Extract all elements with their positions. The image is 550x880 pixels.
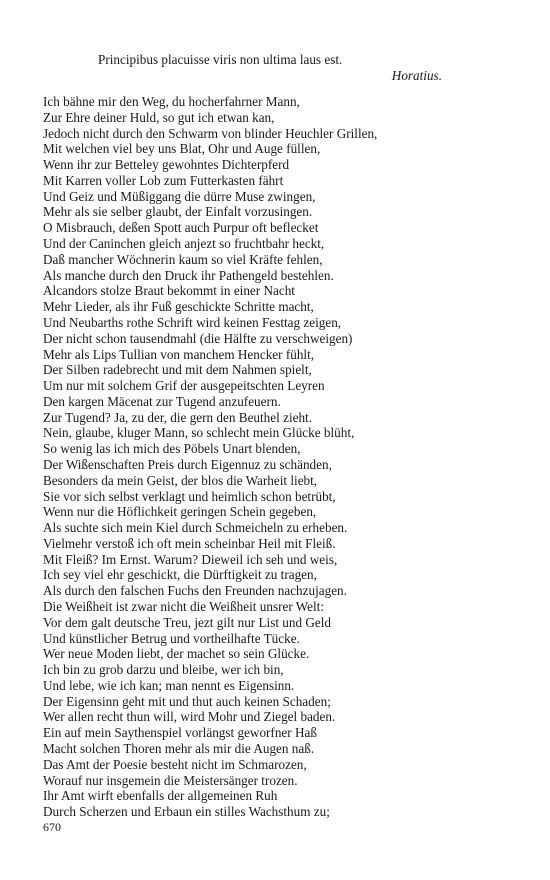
poem-line: Alcandors stolze Braut bekommt in einer Nacht	[43, 283, 295, 299]
poem-line: Mit welchen viel bey uns Blat, Ohr und Auge füllen,	[43, 141, 321, 157]
poem-line: Besonders da mein Geist, der blos die Warheit liebt,	[43, 472, 318, 488]
epigraph-author: Horatius.	[391, 68, 442, 83]
poem-line: Nein, glaube, kluger Mann, so schlecht mein Glücke blüht,	[43, 425, 355, 441]
poem-line: Als durch den falschen Fuchs den Freunden nachzujagen.	[43, 583, 347, 599]
poem-line: Zur Tugend? Ja, zu der, die gern den Beuthel zieht.	[43, 409, 313, 425]
poem-line: Ich bin zu grob darzu und bleibe, wer ich bin,	[43, 662, 284, 678]
poem-line: Der Wißenschaften Preis durch Eigennuz zu schänden,	[43, 456, 332, 472]
poem-line: Wer neue Moden liebt, der machet so sein Glücke.	[43, 646, 310, 662]
poem-line: Macht solchen Thoren mehr als mir die Augen naß.	[43, 741, 315, 757]
poem-line: Mit Karren voller Lob zum Futterkasten fährt	[43, 172, 284, 188]
poem-line: Ein auf mein Saythenspiel vorlängst geworfner Haß	[43, 725, 317, 741]
poem-line: Der Silben radebrecht und mit dem Nahmen spielt,	[43, 362, 312, 378]
poem-line: Daß mancher Wöchnerin kaum so viel Kräfte fehlen,	[43, 251, 323, 267]
poem-line: Worauf nur insgemein die Meistersänger trozen.	[43, 772, 298, 788]
poem-line: Die Weißheit ist zwar nicht die Weißheit unsrer Welt:	[43, 599, 325, 614]
poem-line: Den kargen Mäcenat zur Tugend anzufeuern.	[43, 393, 281, 409]
poem-line: Als manche durch den Druck ihr Pathengeld bestehlen.	[43, 267, 334, 283]
poem-line: Durch Scherzen und Erbaun ein stilles Wachsthum zu;	[43, 804, 330, 820]
poem-line: So wenig las ich mich des Pöbels Unart blenden,	[43, 441, 301, 457]
poem-line: Mehr als Lips Tullian von manchem Hencker fühlt,	[43, 346, 315, 362]
poem-line: Der nicht schon tausendmahl (die Hälfte zu verschweigen)	[43, 330, 353, 346]
epigraph-quote: Principibus placuisse viris non ultima laus est.	[98, 52, 343, 67]
poem-line: Ich sey viel ehr geschickt, die Dürftigkeit zu tragen,	[43, 567, 317, 583]
poem-line: Mit Fleiß? Im Ernst. Warum? Dieweil ich seh und weis,	[43, 551, 338, 567]
poem-line: Wenn nur die Höflichkeit geringen Schein gegeben,	[43, 504, 317, 520]
poem-line: Ihr Amt wirft ebenfalls der allgemeinen Ruh	[43, 788, 278, 804]
page-number: 670	[43, 820, 61, 834]
poem-line: Als suchte sich mein Kiel durch Schmeicheln zu erheben.	[43, 520, 348, 536]
poem-line: Wenn ihr zur Betteley gewohntes Dichterpferd	[43, 157, 290, 173]
poem-line: Und Geiz und Müßiggang die dürre Muse zwingen,	[43, 188, 316, 204]
poem-line: Und Neubarths rothe Schrift wird keinen Festtag zeigen,	[43, 314, 342, 330]
poem-line: Das Amt der Poesie besteht nicht im Schmarozen,	[43, 756, 307, 772]
poem-line: Mehr als sie selber glaubt, der Einfalt vorzusingen.	[43, 204, 313, 220]
poem-line: Um nur mit solchem Grif der ausgepeitschten Leyren	[43, 378, 325, 394]
poem-body	[43, 94, 513, 820]
poem-line: Der Eigensinn geht mit und thut auch keinen Schaden;	[43, 693, 331, 709]
poem-line: Zur Ehre deiner Huld, so gut ich etwan kan,	[43, 109, 275, 125]
poem-line: Ich bähne mir den Weg, du hocherfahrner Mann,	[43, 94, 300, 109]
poem-line: Mehr Lieder, als ihr Fuß geschickte Schritte macht,	[43, 299, 314, 315]
poem-line: Sie vor sich selbst verklagt und heimlich schon betrübt,	[43, 488, 336, 504]
poem-line: Wer allen recht thun will, wird Mohr und Ziegel baden.	[43, 709, 336, 725]
poem-line: Vielmehr verstoß ich oft mein scheinbar Heil mit Fleiß.	[43, 535, 336, 551]
poem-line: Jedoch nicht durch den Schwarm von blinder Heuchler Grillen,	[43, 125, 378, 141]
poem-line: Und der Caninchen gleich anjezt so fruchtbahr heckt,	[43, 236, 325, 252]
poem-line: O Misbrauch, deßen Spott auch Purpur oft beflecket	[43, 220, 319, 236]
poem-line: Vor dem galt deutsche Treu, jezt gilt nur List und Geld	[43, 614, 332, 630]
poem-line: Und künstlicher Betrug und vortheilhafte Tücke.	[43, 630, 300, 646]
poem-line: Und lebe, wie ich kan; man nennt es Eigensinn.	[43, 677, 295, 693]
